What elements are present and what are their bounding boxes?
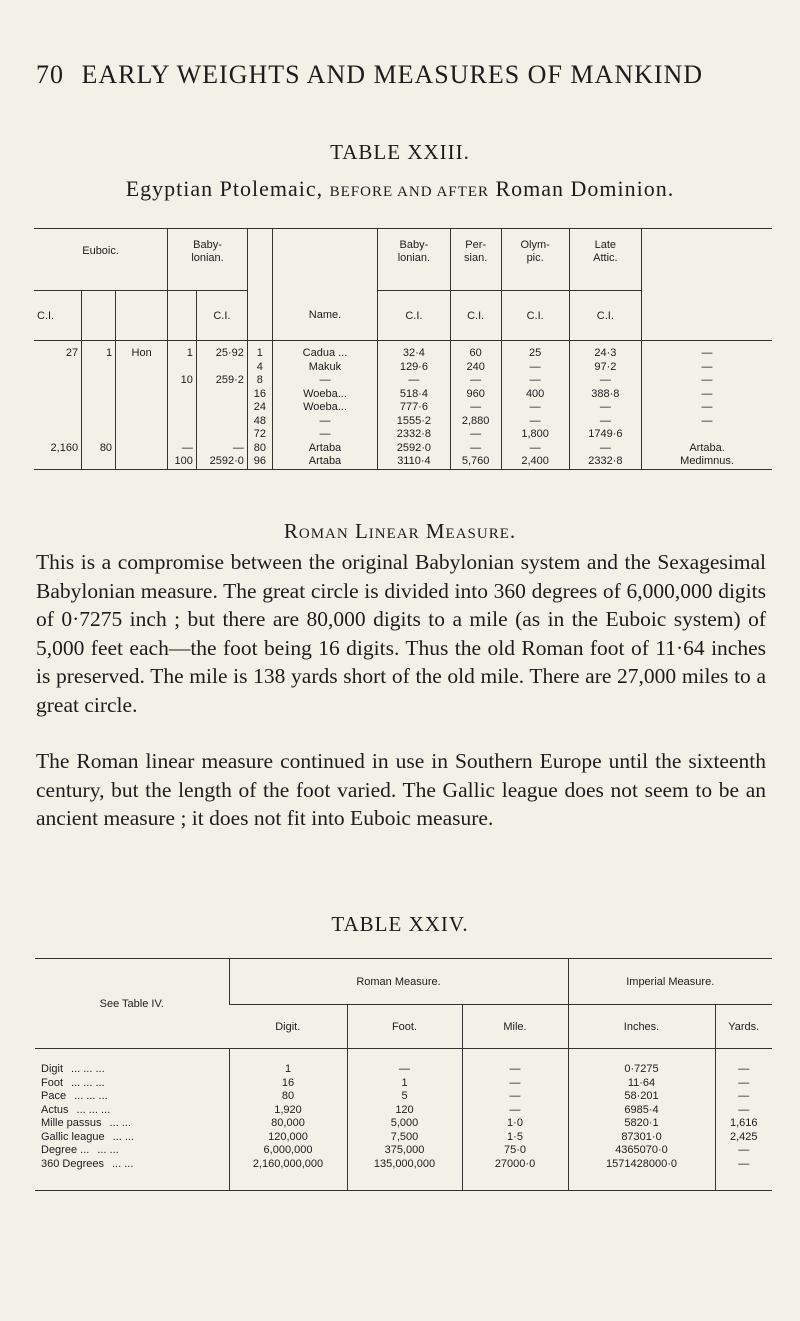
table-cell: 5,760 bbox=[461, 455, 490, 467]
table-cell: — bbox=[529, 401, 541, 413]
col-euboic-ci bbox=[34, 341, 82, 470]
table-cell: 4365070·0 bbox=[615, 1144, 668, 1156]
table-cell bbox=[41, 1077, 226, 1091]
table-cell bbox=[171, 361, 193, 375]
table-cell bbox=[37, 455, 78, 469]
table-23-title: TABLE XXIII. bbox=[330, 140, 470, 164]
table-cell: 24·3 bbox=[594, 347, 617, 359]
table-cell: — bbox=[701, 347, 713, 359]
header-euboic: Euboic. bbox=[82, 245, 119, 257]
table-cell bbox=[171, 415, 193, 429]
table-cell bbox=[85, 388, 112, 402]
table-cell: 96 bbox=[253, 455, 266, 467]
table-cell bbox=[37, 374, 78, 388]
table-cell: — bbox=[599, 441, 611, 454]
table-cell: 3110·4 bbox=[397, 455, 431, 467]
table-cell: Artaba bbox=[308, 455, 342, 467]
header-imperial-measure: Imperial Measure. bbox=[568, 959, 772, 1005]
table-cell: 2,160 bbox=[50, 441, 79, 454]
col-extra bbox=[642, 341, 772, 470]
table-cell bbox=[171, 428, 193, 442]
table-cell: 1,616 bbox=[729, 1117, 758, 1129]
table-cell bbox=[119, 442, 164, 456]
header-babylonian-2: Baby- lonian. bbox=[378, 229, 451, 291]
header-name: Name. bbox=[272, 291, 377, 341]
col-mile bbox=[462, 1049, 568, 1191]
header-see-table: See Table IV. bbox=[99, 997, 164, 1010]
table-cell: — bbox=[319, 428, 331, 440]
table-cell bbox=[119, 388, 164, 402]
table-cell: — bbox=[181, 441, 193, 454]
table-cell: — bbox=[599, 374, 611, 386]
table-cell bbox=[41, 1144, 226, 1158]
table-cell bbox=[200, 415, 244, 429]
sub-blank-a bbox=[82, 291, 116, 341]
table-cell: 16 bbox=[281, 1076, 295, 1089]
ci-olympic: C.I. bbox=[501, 291, 569, 341]
table-cell bbox=[85, 374, 112, 388]
ci-babylonian-2: C.I. bbox=[378, 291, 451, 341]
ci-late-attic: C.I. bbox=[569, 291, 642, 341]
col-foot bbox=[347, 1049, 462, 1191]
table-cell bbox=[41, 1090, 226, 1104]
table-cell: 375,000 bbox=[384, 1144, 425, 1156]
subtitle-part-1: Egyptian Ptolemaic, bbox=[125, 176, 324, 201]
header-blank-3 bbox=[642, 229, 772, 291]
table-cell: 2592·0 bbox=[396, 441, 432, 454]
table-cell: — bbox=[701, 401, 713, 413]
header-foot: Foot. bbox=[347, 1005, 462, 1049]
table-cell: 80 bbox=[253, 441, 266, 454]
table-cell: — bbox=[509, 1090, 521, 1102]
table-cell bbox=[200, 361, 244, 375]
table-cell: 2332·8 bbox=[396, 428, 432, 440]
table-cell bbox=[171, 401, 193, 415]
table-cell: — bbox=[509, 1063, 521, 1075]
header-persian: Per- sian. bbox=[450, 229, 501, 291]
table-cell: 1555·2 bbox=[396, 414, 432, 427]
table-cell: — bbox=[701, 387, 713, 400]
table-cell: 48 bbox=[253, 414, 266, 427]
table-cell: 1 bbox=[401, 1076, 408, 1089]
table-cell: 0·7275 bbox=[624, 1063, 659, 1075]
table-cell: 2,880 bbox=[461, 414, 490, 427]
table-cell: — bbox=[509, 1103, 521, 1116]
table-cell: — bbox=[599, 401, 611, 413]
col-unit-names bbox=[35, 1049, 229, 1191]
table-cell: Cadua ... bbox=[302, 347, 348, 359]
table-cell: 1,920 bbox=[274, 1103, 302, 1116]
table-cell: 1·5 bbox=[507, 1130, 523, 1143]
header-olympic: Olym- pic. bbox=[501, 229, 569, 291]
table-cell bbox=[119, 401, 164, 415]
header-blank-2 bbox=[272, 229, 377, 291]
unit-name: Digit bbox=[41, 1063, 64, 1075]
leader-dots: ... ... bbox=[97, 1144, 119, 1156]
table-cell: 11·64 bbox=[627, 1076, 656, 1089]
table-cell: Woeba... bbox=[303, 387, 347, 400]
table-cell: 1 bbox=[105, 347, 113, 359]
table-cell: 1571428000·0 bbox=[606, 1157, 677, 1170]
table-cell bbox=[645, 428, 769, 442]
table-cell bbox=[200, 401, 244, 415]
table-cell: 240 bbox=[466, 360, 485, 373]
table-cell bbox=[119, 374, 164, 388]
table-cell bbox=[119, 361, 164, 375]
unit-name: Gallic league bbox=[41, 1130, 105, 1143]
table-cell: Artaba bbox=[308, 441, 342, 454]
table-cell: 135,000,000 bbox=[373, 1157, 436, 1170]
sub-blank-c bbox=[168, 291, 197, 341]
table-cell: 1 bbox=[284, 1063, 292, 1075]
table-cell bbox=[41, 1158, 226, 1172]
table-24-title: TABLE XXIV. bbox=[331, 912, 469, 936]
col-yards bbox=[715, 1049, 772, 1191]
table-cell bbox=[37, 428, 78, 442]
col-digit bbox=[229, 1049, 347, 1191]
table-cell: — bbox=[470, 428, 482, 440]
table-cell: 7,500 bbox=[390, 1130, 419, 1143]
table-cell: 80 bbox=[281, 1090, 295, 1102]
sub-blank-b bbox=[116, 291, 168, 341]
table-cell: 259·2 bbox=[215, 374, 244, 386]
leader-dots: ... ... ... bbox=[76, 1103, 111, 1116]
table-cell: — bbox=[738, 1144, 750, 1156]
col-persian bbox=[450, 341, 501, 470]
table-cell: 60 bbox=[469, 347, 482, 359]
table-cell: 1,800 bbox=[521, 428, 549, 440]
table-cell bbox=[37, 361, 78, 375]
unit-name: Mille passus bbox=[41, 1117, 102, 1129]
table-cell: — bbox=[599, 414, 611, 427]
leader-dots: ... ... bbox=[112, 1157, 134, 1170]
section-heading: Roman Linear Measure. bbox=[283, 519, 517, 543]
table-cell bbox=[41, 1117, 226, 1131]
ci-persian: C.I. bbox=[450, 291, 501, 341]
ci-babylonian: C.I. bbox=[196, 291, 247, 341]
table-cell: 960 bbox=[466, 387, 485, 400]
table-cell: 72 bbox=[253, 428, 266, 440]
table-cell: 5 bbox=[401, 1090, 408, 1102]
header-inches: Inches. bbox=[568, 1005, 715, 1049]
table-cell: 518·4 bbox=[399, 387, 428, 400]
table-23 bbox=[34, 228, 772, 470]
table-cell bbox=[37, 401, 78, 415]
table-cell: 25·92 bbox=[215, 347, 244, 359]
table-cell bbox=[171, 388, 193, 402]
table-cell bbox=[85, 455, 112, 469]
table-cell: 388·8 bbox=[591, 387, 620, 400]
table-cell: 16 bbox=[253, 387, 266, 400]
table-cell: — bbox=[738, 1076, 750, 1089]
unit-name: Foot bbox=[41, 1076, 64, 1089]
header-yards: Yards. bbox=[715, 1005, 772, 1049]
table-cell: — bbox=[701, 360, 713, 373]
table-cell: Medimnus. bbox=[680, 455, 734, 467]
table-cell: — bbox=[529, 441, 541, 454]
leader-dots: ... ... ... bbox=[74, 1090, 108, 1102]
table-cell: — bbox=[232, 441, 244, 454]
table-cell: 97·2 bbox=[594, 360, 617, 373]
leader-dots: ... ... ... bbox=[71, 1063, 105, 1075]
table-cell: — bbox=[738, 1157, 750, 1170]
table-cell: 10 bbox=[180, 374, 193, 386]
table-cell: — bbox=[399, 1063, 410, 1075]
table-cell: — bbox=[738, 1090, 750, 1102]
table-cell: 32·4 bbox=[402, 347, 425, 359]
unit-name: Actus bbox=[41, 1103, 69, 1116]
paragraph-2: The Roman linear measure continued in use in Southern Europe until the sixteenth century, but the length of the foot varied. The Gallic league does not seem to be an ancient measure ; it does not fit into Euboic measure. bbox=[36, 749, 766, 830]
table-23-subtitle bbox=[0, 176, 800, 202]
unit-name: Degree ... bbox=[41, 1144, 90, 1156]
table-cell: 1749·6 bbox=[588, 428, 623, 440]
table-cell bbox=[85, 428, 112, 442]
header-babylonian-1: Baby- lonian. bbox=[168, 229, 248, 291]
table-cell: 2,400 bbox=[521, 455, 549, 467]
table-cell: 5820·1 bbox=[624, 1117, 659, 1129]
unit-name: Pace bbox=[41, 1090, 67, 1102]
table-cell: — bbox=[470, 374, 482, 386]
table-cell: — bbox=[529, 374, 541, 386]
table-cell: 6985·4 bbox=[624, 1103, 659, 1116]
table-cell: Woeba... bbox=[303, 401, 347, 413]
col-euboic-name bbox=[116, 341, 168, 470]
table-cell: — bbox=[470, 441, 482, 454]
table-cell: 1 bbox=[186, 347, 193, 359]
paragraph-1: This is a compromise between the original Babylonian system and the Sexagesimal Babylonian measure. The great circle is divided into 360 degrees of 6,000,000 digits of 0·7275 inch ; but there are 80,000 digits to a mile (as in the Euboic system) of 5,000 feet each—the foot being 16 digits. Thus the old Roman foot of 11·64 inches is preserved. The mile is 138 yards short of the old mile. There are 27,000 miles to a great circle. bbox=[36, 550, 766, 717]
header-roman-measure: Roman Measure. bbox=[229, 959, 568, 1005]
table-cell: — bbox=[701, 414, 713, 427]
table-cell: — bbox=[529, 360, 541, 373]
table-cell bbox=[85, 361, 112, 375]
table-cell: Hon bbox=[131, 347, 152, 359]
table-cell: 87301·0 bbox=[621, 1130, 662, 1143]
table-cell: 2,425 bbox=[729, 1130, 758, 1143]
table-cell: — bbox=[509, 1076, 521, 1089]
subtitle-part-3: Roman Dominion. bbox=[495, 176, 675, 201]
table-cell: 2,160,000,000 bbox=[252, 1157, 324, 1170]
sub-blank-e bbox=[642, 291, 772, 341]
running-head bbox=[36, 60, 703, 90]
table-cell bbox=[119, 415, 164, 429]
table-cell: — bbox=[470, 401, 482, 413]
running-title: EARLY WEIGHTS AND MEASURES OF MANKIND bbox=[81, 60, 704, 89]
table-cell: — bbox=[738, 1103, 750, 1116]
table-cell bbox=[41, 1063, 226, 1077]
table-cell: 129·6 bbox=[399, 360, 428, 373]
table-cell: 6,000,000 bbox=[263, 1144, 313, 1156]
table-cell: — bbox=[319, 414, 331, 427]
leader-dots: ... ... bbox=[112, 1130, 134, 1143]
header-blank-1 bbox=[247, 229, 272, 291]
ci-euboic: C.I. bbox=[34, 291, 82, 341]
header-mile: Mile. bbox=[462, 1005, 568, 1049]
table-cell bbox=[200, 388, 244, 402]
table-cell: 24 bbox=[253, 401, 266, 413]
table-cell: 2332·8 bbox=[588, 455, 623, 467]
table-cell: 80 bbox=[99, 441, 113, 454]
table-cell: 2592·0 bbox=[209, 455, 244, 467]
col-babylonian-1 bbox=[168, 341, 197, 470]
table-cell: 777·6 bbox=[399, 401, 428, 413]
unit-name: 360 Degrees bbox=[41, 1157, 104, 1170]
table-cell bbox=[85, 401, 112, 415]
table-cell: 58·201 bbox=[624, 1090, 659, 1102]
leader-dots: ... ... bbox=[109, 1117, 131, 1129]
subtitle-part-2: BEFORE AND AFTER bbox=[329, 184, 489, 200]
table-cell bbox=[37, 415, 78, 429]
table-cell: 5,000 bbox=[390, 1117, 419, 1129]
table-cell: 1·0 bbox=[507, 1117, 523, 1129]
table-24 bbox=[35, 958, 772, 1191]
table-cell: 8 bbox=[256, 374, 263, 386]
table-cell: 4 bbox=[256, 360, 263, 373]
table-cell: 80,000 bbox=[271, 1117, 305, 1129]
col-babylonian-2 bbox=[378, 341, 451, 470]
table-cell: 27 bbox=[65, 347, 79, 359]
table-cell: 100 bbox=[174, 455, 193, 467]
table-cell: Artaba. bbox=[689, 441, 725, 454]
table-cell bbox=[37, 388, 78, 402]
table-cell: 1 bbox=[256, 347, 263, 359]
header-late-attic: Late Attic. bbox=[569, 229, 642, 291]
table-cell: Makuk bbox=[308, 360, 342, 373]
page-number: 70 bbox=[36, 60, 64, 89]
table-cell: 120,000 bbox=[268, 1130, 308, 1143]
table-cell bbox=[41, 1131, 226, 1145]
col-ratio bbox=[247, 341, 272, 470]
col-inches bbox=[568, 1049, 715, 1191]
header-digit: Digit. bbox=[229, 1005, 347, 1049]
table-cell: — bbox=[701, 374, 713, 386]
table-cell: — bbox=[738, 1063, 750, 1075]
table-cell: 120 bbox=[395, 1103, 414, 1116]
col-olympic bbox=[501, 341, 569, 470]
col-name bbox=[272, 341, 377, 470]
table-cell: 400 bbox=[525, 387, 545, 400]
col-late-attic bbox=[569, 341, 642, 470]
table-cell bbox=[119, 428, 164, 442]
leader-dots: ... ... ... bbox=[71, 1076, 105, 1089]
table-cell bbox=[41, 1104, 226, 1118]
table-cell bbox=[85, 415, 112, 429]
table-cell: 25 bbox=[529, 347, 542, 359]
table-cell: 75·0 bbox=[503, 1144, 527, 1156]
table-cell: — bbox=[408, 374, 420, 386]
table-cell bbox=[119, 455, 164, 469]
table-cell: — bbox=[319, 374, 331, 386]
table-cell bbox=[200, 428, 244, 442]
table-cell: 27000·0 bbox=[494, 1157, 536, 1170]
col-euboic-2 bbox=[82, 341, 116, 470]
sub-blank-d bbox=[247, 291, 272, 341]
table-cell: — bbox=[529, 414, 541, 427]
col-babylonian-ci bbox=[196, 341, 247, 470]
